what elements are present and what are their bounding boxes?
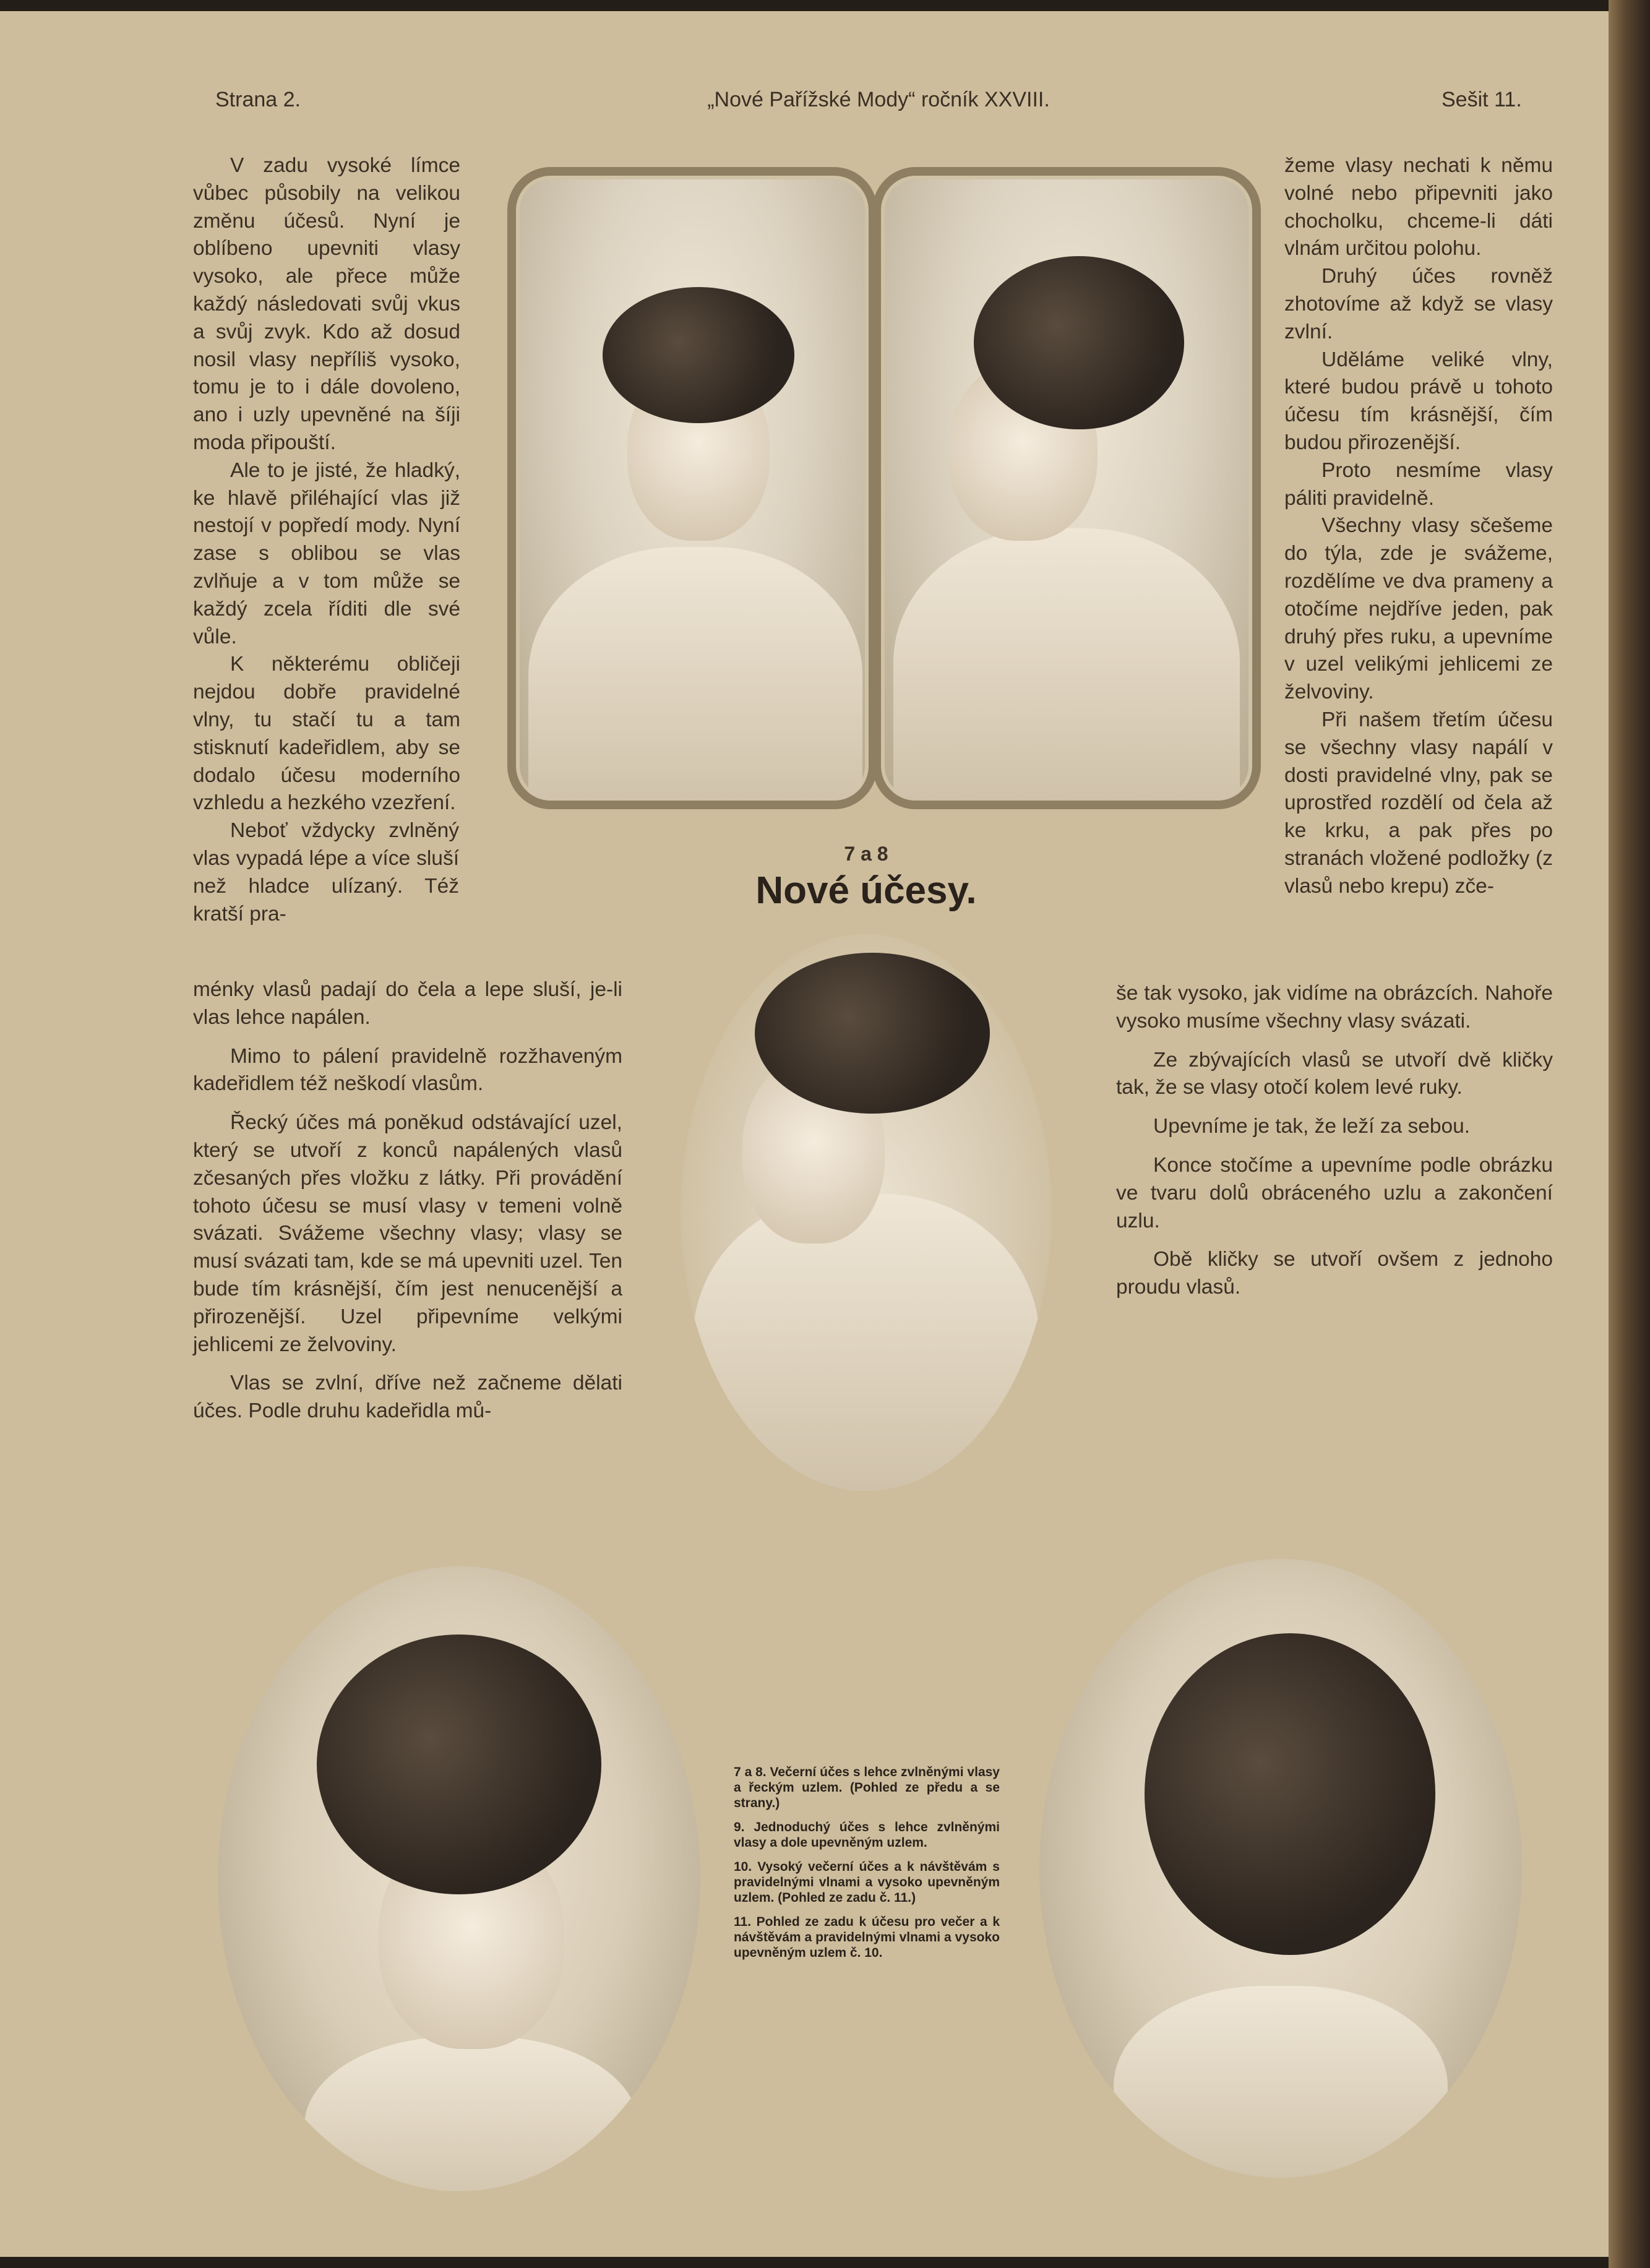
paragraph: Vlas se zvlní, dříve než začneme dělati účes. Podle druhu kadeřidla mů- (193, 1372, 622, 1423)
hair-shape (603, 287, 794, 423)
paragraph: Druhý účes rovněž zhotovíme až když se vlasy zvlní. (1284, 265, 1553, 343)
caption: 9. Jednoduchý účes s lehce zvlněnými vlasy a dole upevněným uzlem. (734, 1820, 1000, 1850)
photo-front-view (507, 167, 877, 809)
hair-shape (755, 953, 990, 1114)
photo-profile-view (681, 934, 1052, 1491)
paragraph: Uděláme veliké vlny, které budou právě u tohoto účesu tím krásnější, čím budou přirozenější. (1284, 348, 1553, 454)
paragraph-continuation: žeme vlasy nechati k němu volné nebo připevniti jako chocholku, chceme-li dáti vlnám určitou polohu. (1284, 154, 1553, 260)
paragraph: K některému obličeji nejdou dobře pravidelné vlny, tu stačí tu a tam stisknutí kadeřidlem, aby se dodalo účesu moderního vzhledu a hezkého vzezření. (193, 653, 460, 815)
caption: 7 a 8. Večerní účes s lehce zvlněnými vlasy a řeckým uzlem. (Pohled ze předu a se strany.) (734, 1765, 1000, 1810)
paragraph: Všechny vlasy sčešeme do týla, zde je svážeme, rozdělíme ve dva prameny a otočíme nejdříve jeden, pak druhý přes ruku, a upevníme v uzel velikými jehlicemi ze želvoviny. (1284, 514, 1553, 704)
paragraph: Obě kličky se utvoří ovšem z jednoho proudu vlasů. (1116, 1248, 1553, 1299)
right-column-wide (1116, 980, 1553, 1302)
dress-shape (1114, 1986, 1448, 2178)
caption: 10. Vysoký večerní účes a k návštěvám s pravidelnými vlnami a vysoko upevněným uzlem. (Pohled ze zadu č. 11.) (734, 1860, 1000, 1905)
figure-label: 7 a 8 (844, 843, 888, 865)
paragraph-continuation: ménky vlasů padají do čela a lepe sluší, je-li vlas lehce napálen. (193, 978, 622, 1029)
book-spine (1609, 0, 1650, 2268)
issue-number: Sešit 11. (1442, 88, 1522, 111)
left-column-narrow (193, 152, 460, 928)
photo-side-view (872, 167, 1261, 809)
caption: 11. Pohled ze zadu k účesu pro večer a k návštěvám a pravidelnými vlnami a vysoko upevněným uzlem č. 10. (734, 1915, 1000, 1960)
dress-shape (304, 2037, 638, 2191)
hair-shape (974, 256, 1184, 429)
illustration-front-hairstyle (218, 1566, 700, 2191)
paragraph: V zadu vysoké límce vůbec působily na velikou změnu účesů. Nyní je oblíbeno upevniti vlasy vysoko, ale přece může každý následovati svůj vkus a svůj zvyk. Kdo až dosud nosil vlasy nepříliš vysoko, tomu je to i dále dovoleno, ano i uzly upevněné na šíji moda připouští. (193, 154, 460, 454)
hair-shape (1145, 1633, 1435, 1955)
paragraph: Proto nesmíme vlasy páliti pravidelně. (1284, 458, 1553, 510)
paragraph: Ze zbývajících vlasů se utvoří dvě kličky tak, že se vlasy otočí kolem levé ruky. (1116, 1048, 1553, 1099)
paragraph-continuation: še tak vysoko, jak vidíme na obrázcích. Nahoře vysoko musíme všechny vlasy svázati. (1116, 982, 1553, 1033)
magazine-title: „Nové Pařížské Mody“ ročník XXVIII. (707, 88, 1050, 111)
hair-shape (317, 1634, 601, 1894)
illustration-back-hairstyle (1039, 1559, 1522, 2178)
paragraph: Mimo to pálení pravidelně rozžhaveným kadeřidlem též neškodí vlasům. (193, 1044, 622, 1096)
dress-shape (893, 528, 1240, 809)
right-column-narrow (1284, 152, 1553, 901)
headline: Nové účesy. (755, 869, 977, 912)
dress-shape (693, 1194, 1039, 1491)
dress-shape (528, 547, 862, 809)
paragraph: Upevníme je tak, že leží za sebou. (1153, 1115, 1471, 1138)
paragraph: Ale to je jisté, že hladký, ke hlavě přiléhající vlas již nestojí v popředí mody. Nyní zase s oblibou se vlas zvlňuje a v tom může se každý zcela říditi dle své vůle. (193, 458, 460, 648)
paragraph: Řecký účes má poněkud odstávající uzel, který se utvoří z konců napálených vlasů zčesaných přes vložku z látky. Při provádění tohoto účesu se musí vlasy v temeni volně svázati. Svážeme všechny vlasy; vlasy se musí svázati tam, kde se má upevniti uzel. Ten bude tím krásnější, čím jest nenucenější a přirozenější. Uzel připevníme velkými jehlicemi ze želvoviny. (193, 1111, 622, 1356)
figure-captions (734, 1764, 1000, 1969)
paragraph: Neboť vždycky zvlněný vlas vypadá lépe a více sluší než hladce ulízaný. Též kratší pra- (193, 819, 459, 926)
left-column-wide (193, 976, 622, 1425)
paragraph: Při našem třetím účesu se všechny vlasy napálí v dosti pravidelné vlny, pak se uprostřed rozdělí od čela až ke krku, a pak přes po stranách vložené podložky (z vlasů nebo krepu) zče- (1284, 708, 1553, 898)
page-number: Strana 2. (215, 88, 301, 111)
paragraph: Konce stočíme a upevníme podle obrázku ve tvaru dolů obráceného uzlu a zakončení uzlu. (1116, 1153, 1553, 1232)
